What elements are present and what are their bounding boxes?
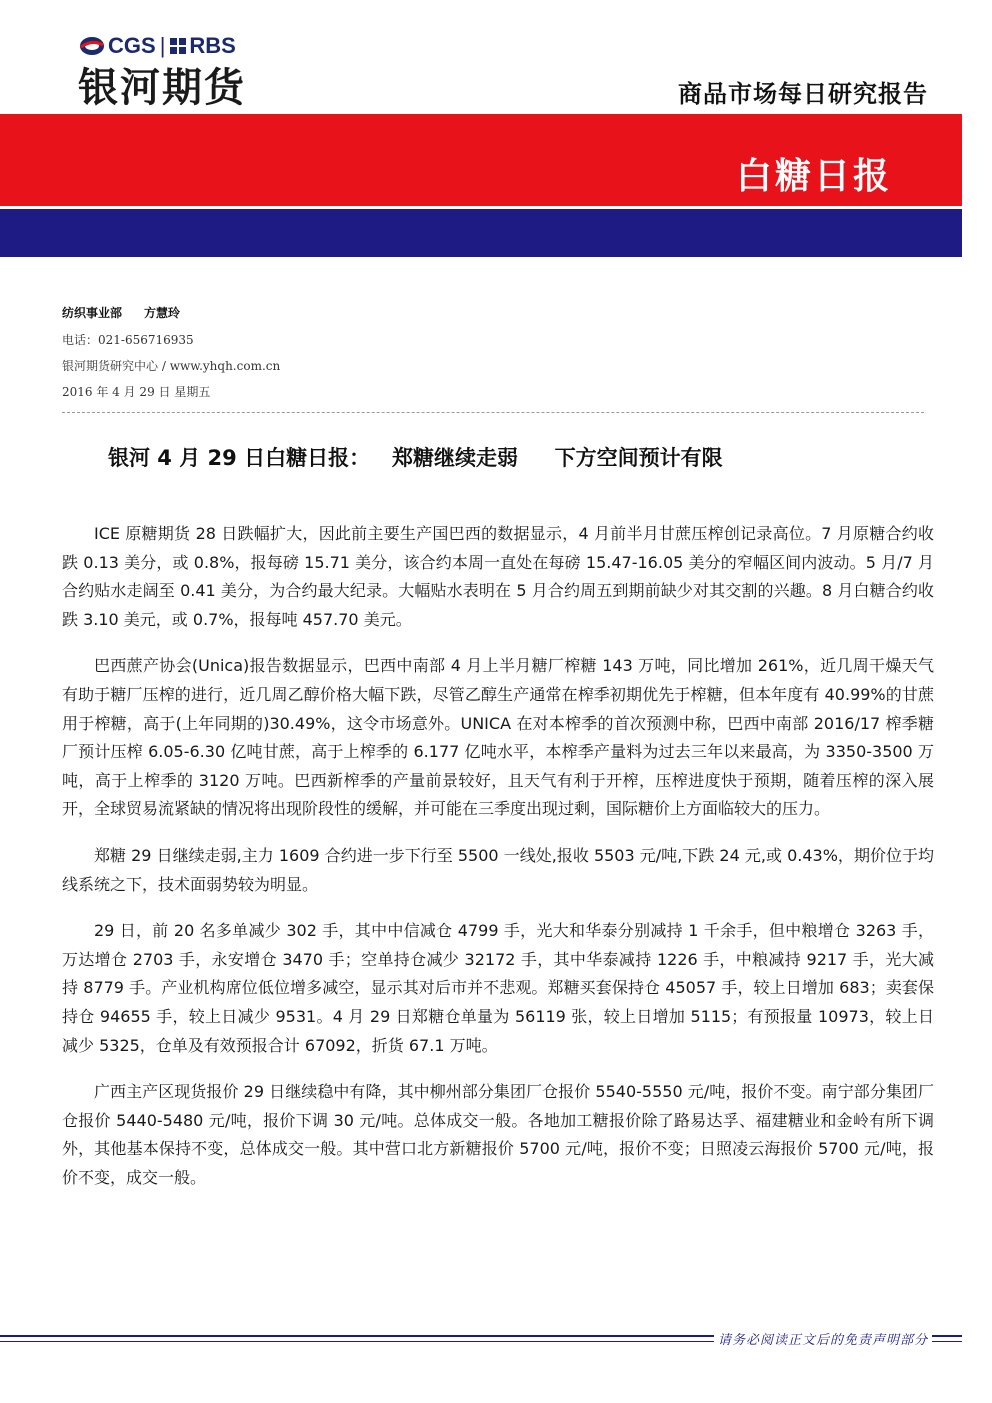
- paragraph-ice-raw-sugar: ICE 原糖期货 28 日跌幅扩大，因此前主要生产国巴西的数据显示，4 月前半月甘蔗压榨创记录高位。7 月原糖合约收跌 0.13 美分，或 0.8%，报每磅 15.71 美分，该合约本周一直处在每磅 15.47-16.05 美分的窄幅区间内波动。5 月/7 月合约贴水走阔至 0.41 美分，为合约最大纪录。大幅贴水表明在 5 月合约周五到期前缺少对其交割的兴趣。8 月白糖合约收跌 3.10 美元，或 0.7%，报每吨 457.70 美元。: [62, 524, 934, 629]
- logo-rbs-text: RBS: [189, 33, 236, 58]
- logo-chinese-name: 银河期货: [78, 65, 246, 111]
- phone-number: 电话：021-656716935: [62, 333, 194, 347]
- logo-cgs-text: CGS: [108, 33, 156, 58]
- paragraph-zhengzhou-sugar: 郑糖 29 日继续走弱,主力 1609 合约进一步下行至 5500 一线处,报收 5503 元/吨,下跌 24 元,或 0.43%，期价位于均线系统之下，技术面弱势较为明显。: [62, 845, 934, 894]
- report-type-title: 商品市场每日研究报告: [678, 80, 928, 108]
- disclaimer-note: 请务必阅读正文后的免责声明部分: [714, 1329, 932, 1348]
- department: 纺织事业部: [62, 306, 123, 320]
- dashed-divider: [62, 412, 924, 413]
- analyst-name: 方慧玲: [144, 306, 181, 320]
- author-line: [62, 304, 180, 321]
- paragraph-positions: 29 日，前 20 名多单减少 302 手，其中中信减仓 4799 手，光大和华泰分别减持 1 千余手，但中粮增仓 3263 手，万达增仓 2703 手，永安增仓 3470 手；空单持仓减少 32172 手，其中华泰减持 1226 手，中粮减持 9217 手，光大减持 8779 手。产业机构席位低位增多减空，显示其对后市并不悲观。郑糖买套保持仓 45057 手，较上日增加 683；卖套保持仓 94655 手，较上日减少 9531。4 月 29 日郑糖仓单量为 56119 张，较上日增加 5115；有预报量 10973，较上日减少 5325，仓单及有效预报合计 67092，折货 67.1 万吨。: [62, 921, 934, 1055]
- report-date: 2016 年 4 月 29 日 星期五: [62, 385, 211, 399]
- blue-banner: [0, 209, 962, 257]
- research-center-line: [62, 357, 280, 374]
- report-name: 白糖日报: [735, 156, 892, 197]
- rbs-daisy-icon: [169, 37, 187, 55]
- logo-english-row: [78, 30, 278, 62]
- article-body: [62, 520, 934, 1210]
- logo-separator: |: [159, 33, 166, 58]
- research-center: 银河期货研究中心 /: [62, 359, 170, 373]
- paragraph-spot-prices: 广西主产区现货报价 29 日继续稳中有降，其中柳州部分集团厂仓报价 5540-5550 元/吨，报价不变。南宁部分集团厂仓报价 5440-5480 元/吨，报价下调 30 元/吨。总体成交一般。各地加工糖报价除了路易达孚、福建糖业和金岭有所下调外，其他基本保持不变，总体成交一般。其中营口北方新糖报价 5700 元/吨，报价不变；日照凌云海报价 5700 元/吨，报价不变，成交一般。: [62, 1082, 934, 1187]
- paragraph-unica-brazil: 巴西蔗产协会(Unica)报告数据显示，巴西中南部 4 月上半月糖厂榨糖 143 万吨，同比增加 261%，近几周干燥天气有助于糖厂压榨的进行，近几周乙醇价格大幅下跌，尽管乙醇生产通常在榨季初期优先于榨糖，但本年度有 40.99%的甘蔗用于榨糖，高于(上年同期的)30.49%，这令市场意外。UNICA 在对本榨季的首次预测中称，巴西中南部 2016/17 榨季糖厂预计压榨 6.05-6.30 亿吨甘蔗，高于上榨季的 6.177 亿吨水平，本榨季产量料为过去三年以来最高，为 3350-3500 万吨，高于上榨季的 3120 万吨。巴西新榨季的产量前景较好，且天气有利于开榨，压榨进度快于预期，随着压榨的深入展开，全球贸易流紧缺的情况将出现阶段性的缓解，并可能在三季度出现过剩，国际糖价上方面临较大的压力。: [62, 656, 934, 819]
- article-headline: 银河 4 月 29 日白糖日报： 郑糖继续走弱 下方空间预计有限: [108, 446, 723, 470]
- cgs-swirl-icon: [78, 34, 106, 58]
- company-logo: [78, 30, 278, 112]
- website-link[interactable]: www.yhqh.com.cn: [169, 359, 281, 373]
